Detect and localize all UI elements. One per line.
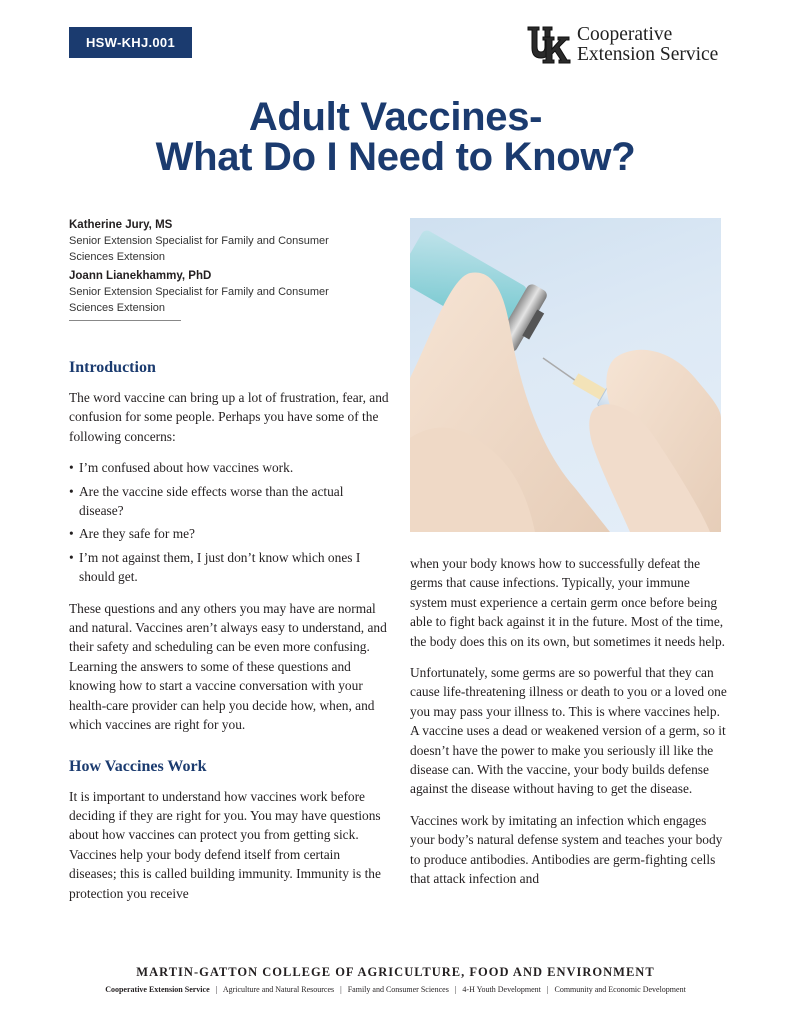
left-column bbox=[69, 358, 389, 915]
footer-separator: | bbox=[454, 985, 457, 994]
author-name: Joann Lianekhammy, PhD bbox=[69, 270, 212, 282]
footer-separator: | bbox=[340, 985, 342, 994]
author-entry bbox=[69, 269, 399, 316]
introduction-heading: Introduction bbox=[69, 359, 156, 376]
author-block bbox=[69, 218, 399, 321]
college-name: MARTIN-GATTON COLLEGE OF AGRICULTURE, FOOD AND ENVIRONMENT bbox=[136, 965, 655, 979]
author-role bbox=[69, 284, 399, 316]
author-role bbox=[69, 233, 399, 265]
how-vaccines-work-paragraph: when your body knows how to successfully defeat the germs that cause infections. Typically, your immune system must experience a certain germ once before being able to fight back against it in the future. Most of the time, the body does this on its own, but sometimes it needs help. bbox=[410, 556, 726, 649]
how-vaccines-work-paragraph: Unfortunately, some germs are so powerful that they can cause life-threatening illness or death to you or a loved one you may pass your illness to. This is where vaccines help. A vaccine uses a dead or weakened version of a germ, so it doesn’t have the power to make you seriously ill like the disease can. With the vaccine, your body builds defense against the disease without having to get the disease. bbox=[410, 665, 727, 797]
how-vaccines-work-heading: How Vaccines Work bbox=[69, 757, 207, 775]
author-name: Katherine Jury, MS bbox=[69, 219, 173, 231]
footer-unit: Agriculture and Natural Resources bbox=[222, 985, 335, 994]
how-vaccines-work-paragraph: It is important to understand how vaccines work before deciding if they are right for you. You may have questions about how vaccines can protect you from getting sick. Vaccines help your body defend itself from certain diseases; this is called building immunity. Immunity is the protection you receive bbox=[69, 788, 381, 901]
uk-logo-icon bbox=[527, 25, 571, 65]
author-entry bbox=[69, 218, 399, 265]
footer-separator: | bbox=[215, 985, 218, 994]
author-divider bbox=[69, 320, 181, 321]
list-item: • I’m confused about how vaccines work. bbox=[69, 458, 389, 477]
concerns-list bbox=[69, 458, 389, 586]
footer-unit: Cooperative Extension Service bbox=[105, 985, 210, 994]
footer-unit: Community and Economic Development bbox=[554, 985, 686, 994]
publication-code-badge: HSW-KHJ.001 bbox=[69, 27, 192, 58]
footer-units bbox=[0, 984, 791, 996]
introduction-paragraph: These questions and any others you may have are normal and natural. Vaccines aren’t always easy to understand, and their safety and scheduling can be even more confusing. Learning the answers to some of these questions and knowing how to start a vaccine conversation with your health-care provider can help you decide how, when, and which vaccines are right for you. bbox=[69, 600, 387, 733]
author-role-line: Senior Extension Specialist for Family and Consumer bbox=[69, 286, 329, 298]
author-role-line: Senior Extension Specialist for Family and Consumer bbox=[69, 235, 329, 247]
uk-extension-logo bbox=[527, 25, 718, 65]
author-role-line: Sciences Extension bbox=[69, 302, 165, 314]
title-line-1: Adult Vaccines- bbox=[248, 95, 543, 139]
document-title bbox=[0, 97, 791, 177]
footer-unit: Family and Consumer Sciences bbox=[347, 985, 449, 994]
list-item: • I’m not against them, I just don’t know which ones I should get. bbox=[69, 548, 389, 587]
right-column bbox=[410, 554, 730, 901]
how-vaccines-work-paragraph: Vaccines work by imitating an infection which engages your body’s natural defense system and teaches your body to produce antibodies. Antibodies are germ-fighting cells that attack infection and bbox=[410, 812, 723, 887]
list-item: • Are they safe for me? bbox=[69, 524, 389, 543]
introduction-paragraph: The word vaccine can bring up a lot of frustration, fear, and confusion for some people. Perhaps you have some of the following concerns: bbox=[69, 390, 389, 444]
page-footer bbox=[0, 964, 791, 996]
list-item: • Are the vaccine side effects worse than the actual disease? bbox=[69, 482, 389, 521]
logo-text-line2: Extension Service bbox=[577, 44, 719, 65]
title-line-2: What Do I Need to Know? bbox=[155, 135, 636, 179]
author-role-line: Sciences Extension bbox=[69, 251, 165, 263]
footer-unit: 4-H Youth Development bbox=[462, 985, 541, 994]
vaccine-syringe-photo bbox=[410, 218, 721, 532]
logo-text-line1: Cooperative bbox=[577, 24, 673, 45]
footer-separator: | bbox=[546, 985, 549, 994]
